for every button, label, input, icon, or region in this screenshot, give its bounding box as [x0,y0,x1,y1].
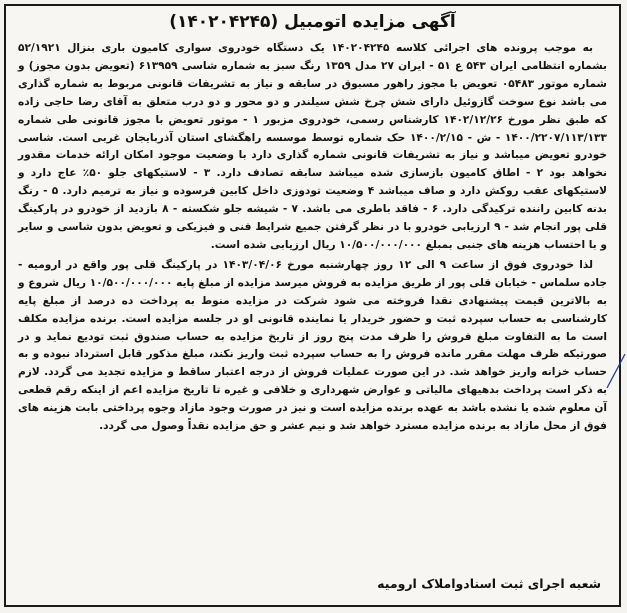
notice-frame [4,4,621,607]
notice-paragraph-vehicle-details: به موجب پرونده های اجرائی کلاسه ۱۴۰۲۰۴۲۴۵ یک دستگاه خودروی سواری کامیون باری بنزال ۵۲/۱۹۲۱ بشماره انتظامی ایران ۵۴۳ ع ۵۱ - ایران ۲۷ مدل ۱۳۵۹ رنگ سبز به شماره شاسی ۶۱۳۹۵۹ (تعویض بدون مجوز) و شماره موتور ۰۵۴۸۳ تعویض با مجوز راهور مسبوق در سابقه و نیاز به تشریفات قانونی مربوط به شماره گذاری می باشد نوع سوخت گازوئیل دارای شش چرخ شش سیلندر و دو محور و دو درب متعلق به آقای رضا حاجی زاده که طبق نظر مورخ ۱۴۰۲/۱۲/۲۶ کارشناس رسمی، خودروی مزبور ۱ - موتور تعویض با مجوز قانونی طی شماره ۱۴۰۰/۲۲۰۷/۱۱۳/۱۳۳ - ش - ۱۴۰۰/۲/۱۵ حک شماره توسط موسسه راهگشای استان آذربایجان غربی است. شاسی خودرو تعویض میباشد و نیاز به تشریفات قانونی شماره گذاری دارد با وضعیت موجود امکان ارائه خدمات مقدور نخواهد بود ۲ - اطاق کامیون بازسازی شده میباشد سابقه تصادف دارد. ۳ - لاستیکهای جلو ۵۰٪ عاج دارد و لاستیکهای عقب روکش دارد و صاف میباشد ۴ وضعیت تودوزی داخل کابین فرسوده و نیاز به ترمیم دارد. ۵ - رنگ بدنه کابین راننده ترکیدگی دارد. ۶ - فاقد باطری می باشد. ۷ - شیشه جلو شکسته - ۸ بازدید از خودرو در پارکینگ قلی پور انجام شد - ۹ ارزیابی خودرو با در نظر گرفتن جمیع شرایط فنی و فیزیکی و تعویض بدون شاسی و سایر و با احتساب هزینه های جنبی بمبلغ ۱۰/۵۰۰/۰۰۰/۰۰۰ ریال ارزیابی شده است. [18,42,608,251]
notice-title: آگهی مزایده اتومبیل (۱۴۰۲۰۴۲۴۵) [169,12,456,32]
notice-body [18,40,607,436]
notice-paragraph-auction-terms: لذا خودروی فوق از ساعت ۹ الی ۱۲ روز چهارشنبه مورخ ۱۴۰۳/۰۴/۰۶ در پارکینگ قلی پور واقع در ارومیه - جاده سلماس - خیابان قلی پور از طریق مزایده به فروش میرسد مزایده از مبلغ پایه ۱۰/۵۰۰/۰۰۰/۰۰۰ ریال شروع و به بالاترین قیمت پیشنهادی نقدا فروخته می شود شرکت در مزایده منوط به پرداخت ده درصد از مبلغ پایه کارشناسی به حساب سپرده ثبت و حضور خریدار یا نماینده قانونی او در جلسه مزایده است. برنده مزایده مکلف است ما به التفاوت مبلغ فروش را ظرف مدت پنج روز از تاریخ مزایده به حساب صندوق ثبت تودیع نماید و در صورتیکه ظرف مهلت مقرر مانده فروش را به حساب سپرده ثبت واریز نکند، مبلغ مذکور قابل استرداد نبوده و به حساب خزانه واریز خواهد شد. در این صورت عملیات فروش از درجه اعتبار ساقط و مزایده تجدید می گردد. لازم به ذکر است پرداخت بدهیهای مالیاتی و عوارض شهرداری و خلافی و غیره تا تاریخ مزایده اعم از اینکه رقم قطعی آن معلوم شده یا نشده باشد به عهده برنده مزایده است و نیز در صورت وجود مازاد وجوه پرداختی بابت هزینه های فوق از محل مازاد به برنده مزایده مسترد خواهد شد و نیم عشر و حق مزایده نقداً وصول می گردد. [17,258,607,433]
notice-signature: شعبه اجرای ثبت اسنادواملاک ارومیه [377,576,601,591]
pen-mark-icon [605,350,627,390]
